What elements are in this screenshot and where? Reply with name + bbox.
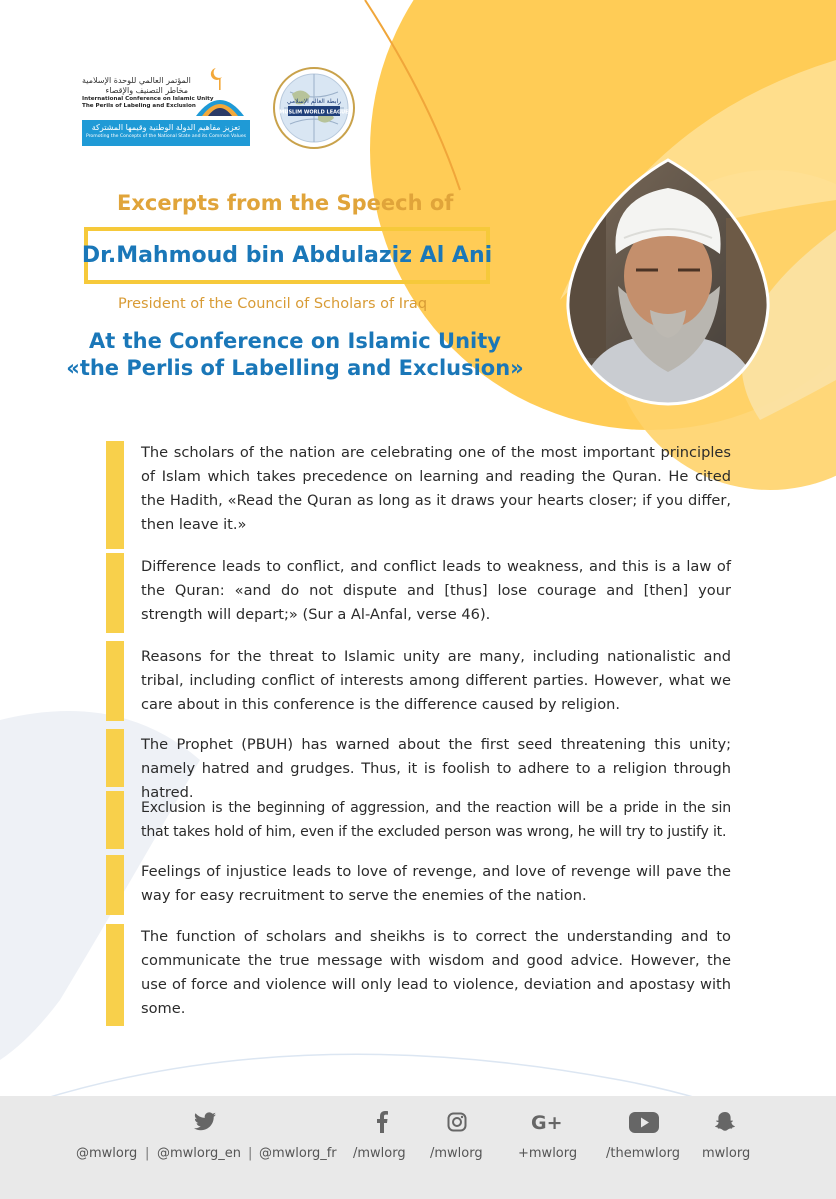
paragraph-3: Reasons for the threat to Islamic unity are many, including nationalistic and tribal, including conflict of interests among different parties. However, what we care about in this conference is the difference caused by religion. — [141, 648, 731, 713]
footer-separator: | — [145, 1146, 150, 1161]
excerpt-heading: Excerpts from the Speech of — [117, 191, 454, 215]
svg-text:G+: G+ — [531, 1112, 563, 1132]
paragraph-bar — [106, 441, 124, 549]
paragraph-bar — [106, 924, 124, 1026]
twitter-handle-fr[interactable]: @mwlorg_fr — [259, 1146, 337, 1161]
instagram-handle[interactable]: /mwlorg — [430, 1146, 483, 1161]
conference-emblem-icon — [190, 66, 250, 118]
paragraph-bar — [106, 791, 124, 849]
muslim-world-league-logo — [272, 66, 356, 150]
facebook-handle[interactable]: /mwlorg — [353, 1146, 406, 1161]
speaker-name-box — [81, 227, 493, 284]
youtube-icon[interactable] — [628, 1110, 660, 1134]
conference-english-title: International Conference on Islamic Unity — [82, 96, 214, 102]
mwl-arabic-text: رابطة العالم الإسلامي — [286, 98, 342, 105]
speaker-role: President of the Council of Scholars of Iraq — [118, 296, 428, 312]
googleplus-icon[interactable] — [530, 1110, 566, 1134]
conference-english-subtitle: The Perils of Labeling and Exclusion — [82, 103, 196, 109]
conference-heading-line1: At the Conference on Islamic Unity — [88, 329, 501, 353]
conference-logo-text — [82, 76, 214, 110]
conference-heading-line2: «the Perlis of Labelling and Exclusion» — [66, 356, 524, 380]
facebook-icon[interactable] — [372, 1110, 392, 1134]
conference-logo — [82, 66, 250, 146]
paragraph-4: The Prophet (PBUH) has warned about the first seed threatening this unity; namely hatred and grudges. Thus, it is foolish to adhere to a religion through hatred. — [141, 736, 731, 801]
googleplus-handle[interactable]: +mwlorg — [518, 1146, 578, 1161]
snapchat-icon[interactable] — [713, 1110, 737, 1134]
paragraph-bar — [106, 729, 124, 787]
paragraph-bar — [106, 641, 124, 721]
conference-heading — [60, 328, 530, 382]
conference-band-english: Promoting the Concepts of the National State and its Common Values — [85, 134, 247, 139]
footer-separator: | — [248, 1146, 253, 1161]
footer — [0, 1096, 836, 1199]
conference-band — [82, 120, 250, 146]
paragraph-bar — [106, 855, 124, 915]
paragraph-1: The scholars of the nation are celebrating one of the most important principles of Islam which takes precedence on learning and reading the Quran. He cited the Hadith, «Read the Quran as long as it draws your hearts closer; if you differ, then leave it.» — [141, 444, 731, 533]
conference-arabic-title: المؤتمر العالمي للوحدة الإسلامية — [82, 76, 191, 85]
twitter-icon[interactable] — [192, 1110, 218, 1134]
youtube-handle[interactable]: /themwlorg — [606, 1146, 680, 1161]
paragraph-bar — [106, 553, 124, 633]
conference-arabic-subtitle: مخاطر التصنيف والإقصاء — [105, 86, 188, 95]
twitter-handle-en[interactable]: @mwlorg_en — [157, 1146, 241, 1161]
paragraph-5: Exclusion is the beginning of aggression, and the reaction will be a pride in the sin that takes hold of him, even if the excluded person was wrong, he will try to justify it. — [141, 800, 731, 840]
paragraph-6: Feelings of injustice leads to love of revenge, and love of revenge will pave the way for easy recruitment to serve the enemies of the nation. — [141, 863, 731, 904]
mwl-english-text: MUSLIM WORLD LEAGUE — [279, 109, 349, 116]
speaker-name: Dr.Mahmoud bin Abdulaziz Al Ani — [81, 243, 493, 268]
paragraph-7: The function of scholars and sheikhs is to correct the understanding and to communicate the true message with wisdom and good advice. However, the use of force and violence will only lead to violence, deviation and apostasy with some. — [141, 928, 731, 1017]
twitter-handle-main[interactable]: @mwlorg — [76, 1146, 138, 1161]
paragraph-2: Difference leads to conflict, and conflict leads to weakness, and this is a law of the Quran: «and do not dispute and [thus] lose courage and [then] your strength will depart;» (Sur a Al-Anfal, verse 46). — [141, 558, 731, 623]
speaker-portrait — [566, 158, 770, 406]
conference-band-arabic: تعزيز مفاهيم الدولة الوطنية وقيمها المشتركة — [91, 123, 241, 132]
instagram-icon[interactable] — [446, 1110, 468, 1134]
snapchat-handle[interactable]: mwlorg — [702, 1146, 751, 1161]
